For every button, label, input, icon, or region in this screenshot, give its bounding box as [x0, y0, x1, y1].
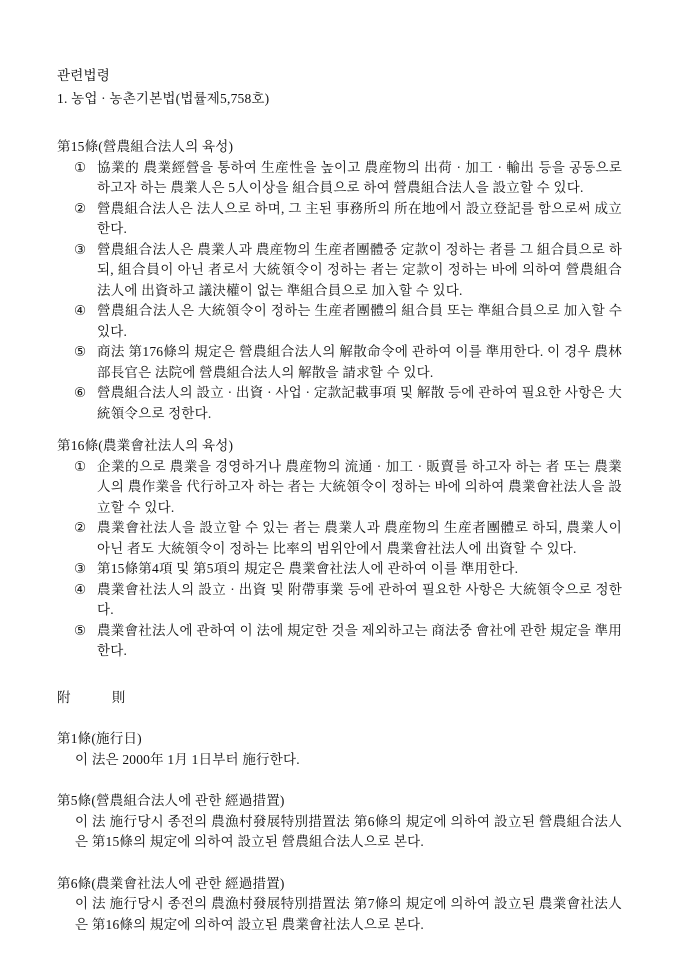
- article-15-item-2: [57, 199, 622, 240]
- item-text: 農業會社法人의 設立 · 出資 및 附帶事業 등에 관하여 필요한 사항은 大統領令으로 정한다.: [97, 581, 622, 617]
- item-text: 農業會社法人에 관하여 이 法에 規定한 것을 제외하고는 商法중 會社에 관한 規定을 準用한다.: [97, 622, 622, 658]
- item-number: ③: [74, 561, 87, 576]
- addendum-article-1-body: 이 法은 2000年 1月 1日부터 施行한다.: [75, 751, 300, 767]
- law-title: 1. 농업 · 농촌기본법(법률제5,758호): [57, 90, 270, 106]
- article-15: [57, 137, 622, 424]
- article-15-item-4: [57, 301, 622, 342]
- addendum-article-5: [57, 791, 622, 853]
- addendum-article-6-heading: 第6條(農業會社法人에 관한 經過措置): [57, 875, 285, 891]
- article-16-item-3: [57, 559, 622, 580]
- article-16: [57, 436, 622, 662]
- article-15-item-5: [57, 342, 622, 383]
- article-16-heading: 第16條(農業會社法人의 육성): [57, 438, 234, 453]
- addendum-article-5-heading: 第5條(營農組合法人에 관한 經過措置): [57, 793, 285, 808]
- addendum-title: 附 則: [57, 689, 126, 705]
- item-text: 第15條第4項 및 第5項의 規定은 農業會社法人에 관하여 이를 準用한다.: [97, 561, 519, 576]
- item-number: ②: [74, 520, 87, 535]
- addendum-article-6-body: 이 法 施行당시 종전의 農漁村發展特別措置法 第7條의 規定에 의하여 設立된 農業會社法人은 第16條의 規定에 의하여 設立된 農業會社法人으로 본다.: [75, 896, 622, 932]
- article-15-heading: 第15條(營農組合法人의 육성): [57, 139, 234, 154]
- page-title: 관련법령: [57, 68, 110, 83]
- addendum-article-5-body: 이 法 施行당시 종전의 農漁村發展特別措置法 第6條의 規定에 의하여 設立된 營農組合法人은 第15條의 規定에 의하여 設立된 營農組合法人으로 본다.: [75, 813, 622, 849]
- item-text: 營農組合法人의 設立 · 出資 · 사업 · 定款記載事項 및 解散 등에 관하여 필요한 사항은 大統領令으로 정한다.: [97, 385, 622, 421]
- item-number: ④: [74, 581, 87, 597]
- article-15-item-1: [57, 158, 622, 199]
- item-number: ①: [74, 458, 87, 474]
- item-text: 協業的 農業經營을 통하여 生産性을 높이고 農産物의 出荷 · 加工 · 輸出 등을 공동으로 하고자 하는 農業人은 5人이상을 組合員으로 하여 營農組合法人을 設立할 수 있다.: [97, 159, 622, 195]
- article-15-item-6: [57, 383, 622, 424]
- item-number: ⑤: [74, 344, 87, 359]
- addendum-article-1: [57, 729, 622, 770]
- item-number: ②: [74, 200, 87, 216]
- item-text: 企業的으로 農業을 경영하거나 農産物의 流通 · 加工 · 販賣를 하고자 하는 者 또는 農業人의 農作業을 代行하고자 하는 者는 大統領令이 정하는 바에 의하여 農業會社法人을 設立할 수 있다.: [97, 458, 622, 515]
- addendum-article-1-heading: 第1條(施行日): [57, 731, 142, 746]
- article-15-item-3: [57, 240, 622, 302]
- item-text: 商法 第176條의 規定은 營農組合法人의 解散命令에 관하여 이를 準用한다. 이 경우 農林部長官은 法院에 營農組合法人의 解散을 請求할 수 있다.: [97, 344, 622, 380]
- item-number: ①: [74, 159, 87, 175]
- item-text: 農業會社法人을 設立할 수 있는 者는 農業人과 農産物의 生産者團體로 하되, 農業人이 아닌 者도 大統領令이 정하는 比率의 범위안에서 農業會社法人에 出資할 수 있다.: [97, 520, 622, 556]
- addendum-article-6: [57, 874, 622, 936]
- article-16-item-2: [57, 518, 622, 559]
- item-number: ③: [74, 241, 87, 257]
- item-number: ④: [74, 303, 87, 318]
- article-16-item-4: [57, 580, 622, 621]
- item-number: ⑤: [74, 622, 87, 638]
- item-text: 營農組合法人은 農業人과 農産物의 生産者團體중 定款이 정하는 者를 그 組合員으로 하되, 組合員이 아닌 者로서 大統領令이 정하는 者는 定款이 정하는 바에 의하여 營農組合法人에 出資하고 議決權이 없는 準組合員으로 加入할 수 있다.: [97, 241, 622, 298]
- item-number: ⑥: [74, 385, 87, 400]
- item-text: 營農組合法人은 法人으로 하며, 그 主된 事務所의 所在地에서 設立登記를 함으로써 成立한다.: [97, 200, 622, 236]
- item-text: 營農組合法人은 大統領令이 정하는 生産者團體의 組合員 또는 準組合員으로 加入할 수 있다.: [97, 303, 622, 339]
- article-16-item-5: [57, 621, 622, 662]
- article-16-item-1: [57, 457, 622, 519]
